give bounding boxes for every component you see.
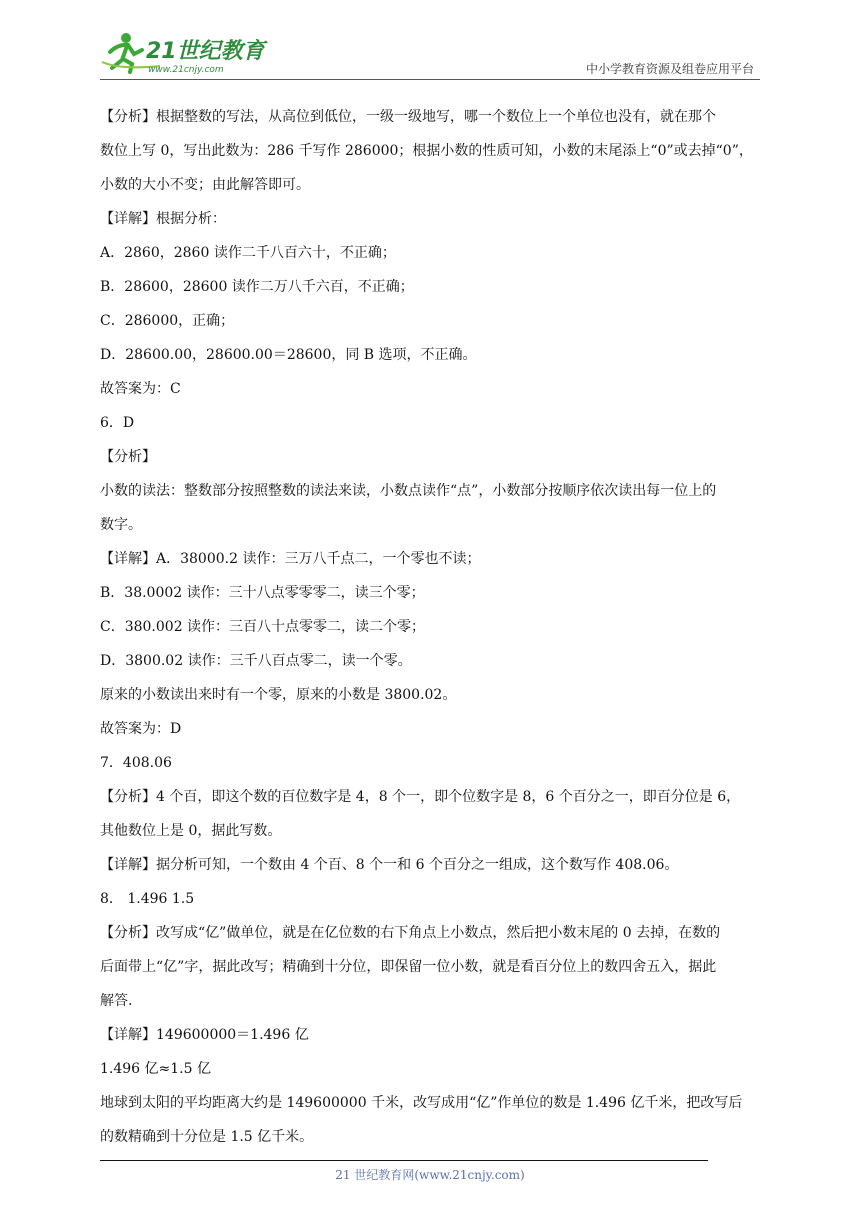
page-header <box>100 30 760 80</box>
text-line: B．38.0002 读作：三十八点零零零二，读三个零； <box>100 585 425 601</box>
site-logo <box>100 30 270 76</box>
logo-text: 21世纪教育 <box>146 39 265 64</box>
header-divider <box>100 79 760 80</box>
text-line: 8． 1.496 1.5 <box>100 891 195 907</box>
text-line: 【分析】改写成“亿”做单位，就是在亿位数的右下角点上小数点，然后把小数末尾的 0 去掉，在数的 <box>100 925 721 941</box>
logo-url: www.21cnjy.com <box>148 65 224 75</box>
text-line: 后面带上“亿”字，据此改写；精确到十分位，即保留一位小数，就是看百分位上的数四舍五入，据此 <box>100 959 717 975</box>
page-footer: 21 世纪教育网(www.21cnjy.com) <box>335 1168 525 1182</box>
text-line: B．28600，28600 读作二万八千六百，不正确； <box>100 279 414 295</box>
text-line: 原来的小数读出来时有一个零，原来的小数是 3800.02。 <box>100 687 457 703</box>
text-line: 的数精确到十分位是 1.5 亿千米。 <box>100 1129 314 1145</box>
text-line: 【详解】149600000＝1.496 亿 <box>100 1027 309 1043</box>
text-line: 数字。 <box>100 517 142 533</box>
text-line: 地球到太阳的平均距离大约是 149600000 千米，改写成用“亿”作单位的数是 1.496 亿千米，把改写后 <box>100 1095 743 1111</box>
text-line: 小数的大小不变；由此解答即可。 <box>100 177 310 193</box>
text-line: C．286000，正确； <box>100 313 235 329</box>
text-line: 6．D <box>100 415 135 431</box>
text-line: 【分析】4 个百，即这个数的百位数字是 4，8 个一，即个位数字是 8，6 个百分之一，即百分位是 6， <box>100 789 741 805</box>
text-line: 【详解】根据分析： <box>100 211 226 227</box>
text-line: 1.496 亿≈1.5 亿 <box>100 1061 211 1077</box>
text-line: 故答案为：D <box>100 721 182 737</box>
text-line: 解答. <box>100 993 133 1009</box>
footer-divider <box>100 1160 708 1161</box>
text-line: 故答案为：C <box>100 381 181 397</box>
document-body <box>100 100 762 1154</box>
text-line: C．380.002 读作：三百八十点零零二，读二个零； <box>100 619 426 635</box>
text-line: 小数的读法：整数部分按照整数的读法来读，小数点读作“点”，小数部分按顺序依次读出每一位上的 <box>100 483 717 499</box>
text-line: 其他数位上是 0，据此写数。 <box>100 823 282 839</box>
text-line: A．2860，2860 读作二千八百六十，不正确； <box>100 245 396 261</box>
text-line: D．28600.00，28600.00＝28600，同 B 选项，不正确。 <box>100 347 477 363</box>
text-line: 【详解】据分析可知，一个数由 4 个百、8 个一和 6 个百分之一组成，这个数写作 408.06。 <box>100 857 679 873</box>
text-line: 【详解】A．38000.2 读作：三万八千点二，一个零也不读； <box>100 551 481 567</box>
text-line: 数位上写 0，写出此数为：286 千写作 286000；根据小数的性质可知，小数的末尾添上“0”或去掉“0”， <box>100 143 753 159</box>
text-line: D．3800.02 读作：三千八百点零二，读一个零。 <box>100 653 412 669</box>
text-line: 7．408.06 <box>100 755 172 771</box>
text-line: 【分析】根据整数的写法，从高位到低位，一级一级地写，哪一个数位上一个单位也没有，就在那个 <box>100 109 716 125</box>
platform-name: 中小学教育资源及组卷应用平台 <box>585 62 754 76</box>
text-line: 【分析】 <box>100 449 156 465</box>
